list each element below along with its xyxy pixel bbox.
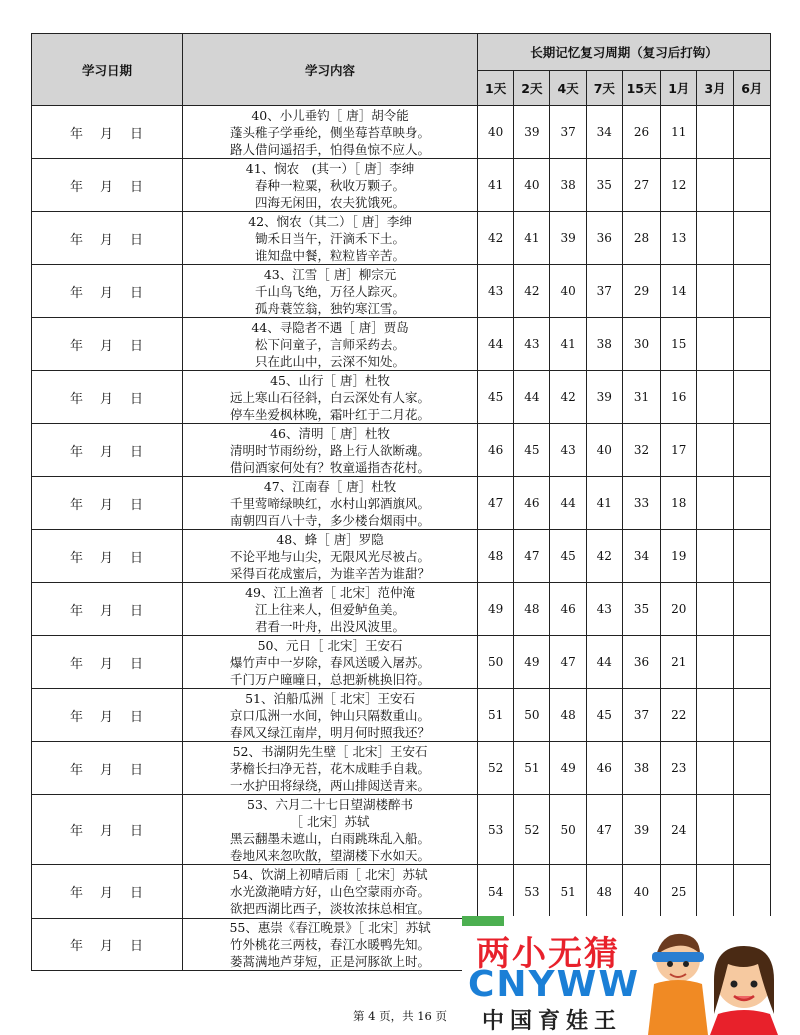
review-check-cell[interactable]: 46	[550, 583, 586, 636]
study-date-cell[interactable]	[32, 212, 183, 265]
date-part-label: 年	[69, 338, 84, 354]
review-check-cell[interactable]: 29	[622, 265, 660, 318]
review-check-cell[interactable]	[733, 636, 770, 689]
date-part-label: 月	[100, 709, 115, 725]
poem-line: 清明时节雨纷纷，路上行人欲断魂。	[230, 442, 431, 458]
poem-line: 欲把西湖比西子，淡妆浓抹总相宜。	[230, 901, 431, 916]
review-check-cell[interactable]: 50	[514, 689, 550, 742]
review-check-cell[interactable]: 50	[550, 795, 586, 865]
table-row	[32, 159, 771, 212]
interval-header: 3月	[697, 71, 733, 106]
date-part-label: 日	[130, 603, 145, 619]
review-check-cell[interactable]: 14	[661, 265, 697, 318]
review-check-cell[interactable]: 37	[550, 106, 586, 159]
poem-line: 卷地风来忽吹散，望湖楼下水如天。	[230, 847, 431, 863]
poem-content-cell	[183, 371, 478, 424]
poem-line: 君看一叶舟，出没风波里。	[255, 618, 406, 634]
poem-line: 停车坐爱枫林晚，霜叶红于二月花。	[230, 406, 431, 422]
date-part-label: 月	[100, 939, 115, 954]
review-check-cell[interactable]: 38	[586, 318, 622, 371]
review-check-cell[interactable]	[733, 865, 770, 919]
date-part-label: 日	[130, 656, 145, 672]
poem-line: 采得百花成蜜后，为谁辛苦为谁甜？	[230, 565, 431, 581]
poem-title: 43、江雪［ 唐］柳宗元	[263, 266, 397, 282]
review-schedule-table	[31, 33, 771, 971]
review-check-cell[interactable]: 49	[550, 742, 586, 795]
date-part-label: 月	[100, 126, 115, 142]
watermark-line-2: CNYWW	[468, 964, 641, 1005]
review-check-cell[interactable]: 28	[622, 212, 660, 265]
date-part-label: 月	[100, 603, 115, 619]
poem-content-cell	[183, 583, 478, 636]
table-row	[32, 477, 771, 530]
review-check-cell[interactable]: 40	[514, 159, 550, 212]
poem-line: 远上寒山石径斜，白云深处有人家。	[230, 389, 431, 405]
review-check-cell[interactable]: 43	[586, 583, 622, 636]
review-check-cell[interactable]: 46	[514, 477, 550, 530]
poem-title: 47、江南春［ 唐］杜牧	[263, 478, 397, 494]
poem-title: 50、元日［ 北宋］王安石	[257, 637, 403, 653]
interval-header: 6月	[733, 71, 770, 106]
date-part-label: 年	[69, 179, 84, 195]
poem-line: 松下问童子，言师采药去。	[255, 336, 406, 352]
review-check-cell[interactable]: 42	[586, 530, 622, 583]
date-part-label: 日	[130, 939, 145, 954]
table-row	[32, 636, 771, 689]
review-check-cell[interactable]: 12	[661, 159, 697, 212]
review-check-cell[interactable]: 35	[622, 583, 660, 636]
poem-line: 爆竹声中一岁除，春风送暖入屠苏。	[230, 654, 431, 670]
poem-content-cell	[183, 795, 478, 865]
review-check-cell[interactable]: 49	[514, 636, 550, 689]
review-check-cell[interactable]: 50	[478, 636, 514, 689]
poem-content-cell	[183, 265, 478, 318]
table-row	[32, 265, 771, 318]
review-check-cell[interactable]	[733, 371, 770, 424]
review-check-cell[interactable]: 44	[478, 318, 514, 371]
review-check-cell[interactable]: 42	[478, 212, 514, 265]
date-column-header: 学习日期	[32, 34, 183, 106]
table-row	[32, 530, 771, 583]
review-check-cell[interactable]: 40	[550, 265, 586, 318]
review-check-cell[interactable]: 48	[550, 689, 586, 742]
review-check-cell[interactable]	[697, 477, 733, 530]
table-row	[32, 865, 771, 919]
poem-line: 水光潋滟晴方好，山色空蒙雨亦奇。	[230, 884, 431, 899]
review-check-cell[interactable]: 46	[586, 742, 622, 795]
review-check-cell[interactable]: 18	[661, 477, 697, 530]
review-check-cell[interactable]: 38	[550, 159, 586, 212]
review-check-cell[interactable]	[697, 424, 733, 477]
review-check-cell[interactable]: 39	[550, 212, 586, 265]
poem-line: 茅檐长扫净无苔，花木成畦手自栽。	[230, 760, 431, 776]
review-check-cell[interactable]	[697, 318, 733, 371]
poem-content-cell	[183, 689, 478, 742]
review-check-cell[interactable]	[733, 477, 770, 530]
review-check-cell[interactable]	[733, 583, 770, 636]
review-check-cell[interactable]	[697, 583, 733, 636]
review-check-cell[interactable]: 33	[622, 477, 660, 530]
date-part-label: 月	[100, 824, 115, 839]
date-part-label: 日	[130, 232, 145, 248]
review-check-cell[interactable]: 52	[514, 795, 550, 865]
review-check-cell[interactable]: 42	[514, 265, 550, 318]
watermark-green-bar	[462, 916, 504, 926]
poem-line: 锄禾日当午，汗滴禾下土。	[255, 230, 406, 246]
review-check-cell[interactable]	[697, 159, 733, 212]
review-check-cell[interactable]: 26	[622, 106, 660, 159]
date-part-label: 年	[69, 550, 84, 566]
watermark-line-1: 两小无猜	[476, 934, 620, 974]
date-part-label: 年	[69, 762, 84, 778]
poem-content-cell	[183, 424, 478, 477]
review-check-cell[interactable]: 40	[478, 106, 514, 159]
poem-line: 江上往来人，但爱鲈鱼美。	[255, 601, 406, 617]
review-check-cell[interactable]	[697, 265, 733, 318]
review-check-cell[interactable]: 47	[586, 795, 622, 865]
poem-title: 53、六月二十七日望湖楼醉书	[247, 796, 413, 812]
review-check-cell[interactable]: 32	[622, 424, 660, 477]
poem-line: 蒌蒿满地芦芽短，正是河豚欲上时。	[230, 954, 431, 969]
date-part-label: 年	[69, 444, 84, 460]
poem-line: 借问酒家何处有？牧童遥指杏花村。	[230, 459, 431, 475]
study-date-cell[interactable]	[32, 530, 183, 583]
study-date-cell[interactable]	[32, 424, 183, 477]
review-check-cell[interactable]	[733, 318, 770, 371]
date-part-label: 日	[130, 886, 145, 901]
date-part-label: 月	[100, 232, 115, 248]
cartoon-kids-icon	[632, 918, 800, 1035]
poem-title: 41、悯农 (其一）［ 唐］李绅	[245, 160, 415, 176]
date-part-label: 月	[100, 497, 115, 513]
review-check-cell[interactable]: 39	[586, 371, 622, 424]
review-check-cell[interactable]: 52	[478, 742, 514, 795]
review-check-cell[interactable]	[733, 689, 770, 742]
review-check-cell[interactable]: 47	[478, 477, 514, 530]
review-check-cell[interactable]: 48	[586, 865, 622, 919]
review-check-cell[interactable]	[733, 742, 770, 795]
poem-line: 千里莺啼绿映红，水村山郭酒旗风。	[230, 495, 431, 511]
table-row	[32, 318, 771, 371]
review-check-cell[interactable]: 38	[622, 742, 660, 795]
review-check-cell[interactable]: 22	[661, 689, 697, 742]
date-part-label: 月	[100, 656, 115, 672]
poem-content-cell	[183, 636, 478, 689]
review-cycle-header: 长期记忆复习周期（复习后打钩）	[478, 34, 771, 71]
poem-line: 不论平地与山尖，无限风光尽被占。	[230, 548, 431, 564]
date-part-label: 年	[69, 939, 84, 954]
date-part-label: 年	[69, 656, 84, 672]
review-check-cell[interactable]	[697, 742, 733, 795]
review-check-cell[interactable]	[697, 371, 733, 424]
review-check-cell[interactable]: 34	[586, 106, 622, 159]
interval-header: 4天	[550, 71, 586, 106]
poem-content-cell	[183, 919, 478, 971]
poem-title: 48、蜂［ 唐］罗隐	[276, 531, 384, 547]
table-row	[32, 583, 771, 636]
review-check-cell[interactable]: 37	[622, 689, 660, 742]
review-check-cell[interactable]: 16	[661, 371, 697, 424]
review-check-cell[interactable]: 53	[478, 795, 514, 865]
interval-header: 2天	[514, 71, 550, 106]
study-date-cell[interactable]	[32, 865, 183, 919]
date-part-label: 日	[130, 391, 145, 407]
poem-title: 54、饮湖上初晴后雨［ 北宋］苏轼	[232, 867, 428, 882]
review-check-cell[interactable]: 19	[661, 530, 697, 583]
review-check-cell[interactable]: 30	[622, 318, 660, 371]
date-part-label: 月	[100, 179, 115, 195]
date-part-label: 日	[130, 497, 145, 513]
review-check-cell[interactable]: 13	[661, 212, 697, 265]
review-check-cell[interactable]: 49	[478, 583, 514, 636]
review-check-cell[interactable]: 51	[514, 742, 550, 795]
date-part-label: 年	[69, 824, 84, 839]
table-row	[32, 795, 771, 865]
review-check-cell[interactable]	[697, 212, 733, 265]
poem-title: 42、悯农（其二）［ 唐］李绅	[248, 213, 412, 229]
interval-header: 1天	[478, 71, 514, 106]
table-row	[32, 689, 771, 742]
review-check-cell[interactable]	[733, 530, 770, 583]
poem-line: 只在此山中，云深不知处。	[255, 353, 406, 369]
review-check-cell[interactable]: 40	[586, 424, 622, 477]
review-check-cell[interactable]: 39	[514, 106, 550, 159]
review-check-cell[interactable]	[697, 795, 733, 865]
poem-line: 谁知盘中餐，粒粒皆辛苦。	[255, 247, 406, 263]
table-row	[32, 106, 771, 159]
date-part-label: 年	[69, 603, 84, 619]
review-check-cell[interactable]: 45	[514, 424, 550, 477]
review-check-cell[interactable]: 46	[478, 424, 514, 477]
review-check-cell[interactable]: 47	[550, 636, 586, 689]
poem-title: 51、泊船瓜洲［ 北宋］王安石	[245, 690, 415, 706]
date-part-label: 日	[130, 179, 145, 195]
review-check-cell[interactable]: 43	[514, 318, 550, 371]
watermark-line-3: 中国育娃王	[482, 1009, 623, 1034]
poem-line: 春种一粒粟，秋收万颗子。	[255, 177, 406, 193]
poem-title: 44、寻隐者不遇［ 唐］贾岛	[251, 319, 409, 335]
review-check-cell[interactable]: 11	[661, 106, 697, 159]
review-check-cell[interactable]	[697, 865, 733, 919]
poem-line: 春风又绿江南岸，明月何时照我还？	[230, 724, 431, 740]
review-check-cell[interactable]: 44	[586, 636, 622, 689]
content-column-header: 学习内容	[183, 34, 478, 106]
review-check-cell[interactable]: 17	[661, 424, 697, 477]
poem-line: 蓬头稚子学垂纶，侧坐莓苔草映身。	[230, 124, 431, 140]
poem-content-cell	[183, 742, 478, 795]
review-check-cell[interactable]	[733, 265, 770, 318]
review-check-cell[interactable]: 41	[514, 212, 550, 265]
date-part-label: 月	[100, 886, 115, 901]
interval-header: 7天	[586, 71, 622, 106]
date-part-label: 日	[130, 285, 145, 301]
poem-line: 一水护田将绿绕，两山排闼送青来。	[230, 777, 431, 793]
table-row	[32, 371, 771, 424]
review-check-cell[interactable]	[697, 106, 733, 159]
review-check-cell[interactable]: 15	[661, 318, 697, 371]
poem-line: 千山鸟飞绝，万径人踪灭。	[255, 283, 406, 299]
review-check-cell[interactable]: 54	[478, 865, 514, 919]
poem-line: 黑云翻墨未遮山，白雨跳珠乱入船。	[230, 830, 431, 846]
review-check-cell[interactable]: 48	[514, 583, 550, 636]
review-check-cell[interactable]: 20	[661, 583, 697, 636]
review-check-cell[interactable]: 41	[550, 318, 586, 371]
date-part-label: 年	[69, 126, 84, 142]
review-check-cell[interactable]: 36	[622, 636, 660, 689]
poem-line: 四海无闲田，农夫犹饿死。	[255, 194, 406, 210]
poem-line: 京口瓜洲一水间，钟山只隔数重山。	[230, 707, 431, 723]
table-row	[32, 212, 771, 265]
date-part-label: 日	[130, 550, 145, 566]
poem-line: 路人借问遥招手，怕得鱼惊不应人。	[230, 141, 431, 157]
study-date-cell[interactable]	[32, 265, 183, 318]
review-check-cell[interactable]: 37	[586, 265, 622, 318]
poem-title: 46、清明［ 唐］杜牧	[270, 425, 390, 441]
study-date-cell[interactable]	[32, 318, 183, 371]
review-check-cell[interactable]: 44	[550, 477, 586, 530]
review-check-cell[interactable]: 27	[622, 159, 660, 212]
study-date-cell[interactable]	[32, 742, 183, 795]
poem-content-cell	[183, 477, 478, 530]
review-check-cell[interactable]: 41	[478, 159, 514, 212]
review-check-cell[interactable]: 51	[550, 865, 586, 919]
review-check-cell[interactable]	[733, 212, 770, 265]
table-row	[32, 742, 771, 795]
review-check-cell[interactable]: 39	[622, 795, 660, 865]
review-check-cell[interactable]: 23	[661, 742, 697, 795]
interval-header: 15天	[622, 71, 660, 106]
date-part-label: 月	[100, 444, 115, 460]
review-check-cell[interactable]: 42	[550, 371, 586, 424]
study-date-cell[interactable]	[32, 106, 183, 159]
date-part-label: 日	[130, 338, 145, 354]
poem-title: 40、小儿垂钓［ 唐］胡令能	[251, 107, 409, 123]
review-check-cell[interactable]: 53	[514, 865, 550, 919]
date-part-label: 月	[100, 338, 115, 354]
table-body	[32, 106, 771, 971]
review-check-cell[interactable]: 45	[478, 371, 514, 424]
poem-content-cell	[183, 865, 478, 919]
date-part-label: 月	[100, 391, 115, 407]
review-check-cell[interactable]: 41	[586, 477, 622, 530]
review-check-cell[interactable]: 24	[661, 795, 697, 865]
review-check-cell[interactable]: 45	[550, 530, 586, 583]
review-check-cell[interactable]: 51	[478, 689, 514, 742]
date-part-label: 年	[69, 497, 84, 513]
poem-line: ［ 北宋］苏轼	[290, 813, 370, 829]
review-check-cell[interactable]: 31	[622, 371, 660, 424]
review-check-cell[interactable]	[733, 795, 770, 865]
poem-line: 孤舟蓑笠翁，独钓寒江雪。	[255, 300, 406, 316]
poem-line: 千门万户曈曈日，总把新桃换旧符。	[230, 671, 431, 687]
date-part-label: 日	[130, 824, 145, 839]
date-part-label: 年	[69, 391, 84, 407]
date-part-label: 日	[130, 126, 145, 142]
review-check-cell[interactable]: 45	[586, 689, 622, 742]
study-date-cell[interactable]	[32, 795, 183, 865]
review-check-cell[interactable]: 36	[586, 212, 622, 265]
review-check-cell[interactable]: 21	[661, 636, 697, 689]
poem-line: 竹外桃花三两枝，春江水暖鸭先知。	[230, 937, 431, 952]
review-check-cell[interactable]: 43	[478, 265, 514, 318]
review-check-cell[interactable]: 40	[622, 865, 660, 919]
date-part-label: 年	[69, 886, 84, 901]
review-check-cell[interactable]: 48	[478, 530, 514, 583]
poem-title: 45、山行［ 唐］杜牧	[270, 372, 390, 388]
poem-title: 52、书湖阴先生壁［ 北宋］王安石	[232, 743, 428, 759]
interval-header: 1月	[661, 71, 697, 106]
review-check-cell[interactable]	[697, 636, 733, 689]
study-date-cell[interactable]	[32, 689, 183, 742]
review-check-cell[interactable]: 47	[514, 530, 550, 583]
review-check-cell[interactable]: 43	[550, 424, 586, 477]
review-check-cell[interactable]: 34	[622, 530, 660, 583]
poem-content-cell	[183, 530, 478, 583]
date-part-label: 日	[130, 444, 145, 460]
date-part-label: 日	[130, 709, 145, 725]
study-date-cell[interactable]	[32, 159, 183, 212]
poem-title: 55、惠崇《春江晚景》［ 北宋］苏轼	[229, 920, 431, 935]
study-date-cell[interactable]	[32, 583, 183, 636]
study-date-cell[interactable]	[32, 371, 183, 424]
poem-content-cell	[183, 318, 478, 371]
page-footer: 第 4 页，共 16 页	[352, 1009, 448, 1023]
review-check-cell[interactable]	[733, 159, 770, 212]
date-part-label: 年	[69, 232, 84, 248]
poem-line: 南朝四百八十寺，多少楼台烟雨中。	[230, 512, 431, 528]
date-part-label: 月	[100, 285, 115, 301]
table-row	[32, 424, 771, 477]
review-check-cell[interactable]: 44	[514, 371, 550, 424]
poem-content-cell	[183, 212, 478, 265]
review-check-cell[interactable]	[733, 424, 770, 477]
date-part-label: 日	[130, 762, 145, 778]
poem-title: 49、江上渔者［ 北宋］范仲淹	[245, 584, 415, 600]
poem-content-cell	[183, 159, 478, 212]
date-part-label: 年	[69, 709, 84, 725]
review-check-cell[interactable]: 25	[661, 865, 697, 919]
date-part-label: 月	[100, 762, 115, 778]
study-date-cell[interactable]	[32, 919, 183, 971]
date-part-label: 年	[69, 285, 84, 301]
date-part-label: 月	[100, 550, 115, 566]
study-date-cell[interactable]	[32, 477, 183, 530]
poem-content-cell	[183, 106, 478, 159]
review-check-cell[interactable]: 35	[586, 159, 622, 212]
review-check-cell[interactable]	[733, 106, 770, 159]
review-check-cell[interactable]	[697, 530, 733, 583]
review-check-cell[interactable]	[697, 689, 733, 742]
study-date-cell[interactable]	[32, 636, 183, 689]
watermark-logo	[462, 916, 800, 1035]
